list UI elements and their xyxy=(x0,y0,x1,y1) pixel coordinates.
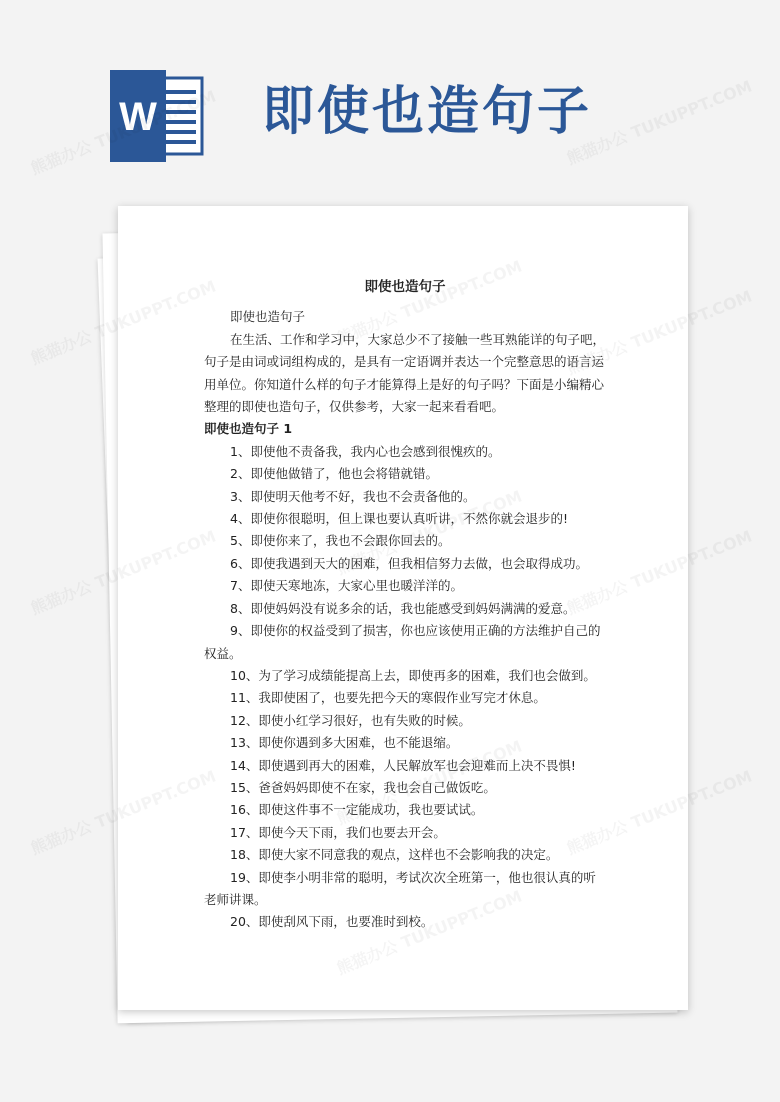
sentence-item: 8、即使妈妈没有说多余的话，我也能感受到妈妈满满的爱意。 xyxy=(230,600,576,616)
intro-paragraph: 在生活、工作和学习中，大家总少不了接触一些耳熟能详的句子吧，句子是由词或词组构成的，是具有一定语调并表达一个完整意思的语言运用单位。你知道什么样的句子才能算得上是好的句子吗？下面是小编精心整理的即使也造句子，仅供参考，大家一起来看看吧。 xyxy=(204,331,606,415)
sentence-item: 2、即使他做错了，他也会将错就错。 xyxy=(230,466,438,482)
document-body xyxy=(204,276,606,934)
sentence-item: 20、即使刮风下雨，也要准时到校。 xyxy=(230,914,434,930)
document-title: 即使也造句子 xyxy=(364,279,446,295)
page-title: 即使也造句子 xyxy=(262,81,593,142)
section-heading: 即使也造句子 1 xyxy=(204,421,293,437)
sentence-item: 5、即使你来了，我也不会跟你回去的。 xyxy=(230,533,451,549)
sentence-item: 3、即使明天他考不好，我也不会责备他的。 xyxy=(230,488,476,504)
sentence-item: 13、即使你遇到多大困难，也不能退缩。 xyxy=(230,735,459,751)
sentence-item: 1、即使他不责备我，我内心也会感到很愧疚的。 xyxy=(230,443,501,459)
document-subtitle: 即使也造句子 xyxy=(230,309,306,325)
sentence-item: 11、我即使困了，也要先把今天的寒假作业写完才休息。 xyxy=(230,690,546,706)
sentence-item: 15、爸爸妈妈即使不在家，我也会自己做饭吃。 xyxy=(230,779,496,795)
sentence-item: 16、即使这件事不一定能成功，我也要试试。 xyxy=(230,802,484,818)
sentence-item: 17、即使今天下雨，我们也要去开会。 xyxy=(230,824,446,840)
sentence-item: 10、为了学习成绩能提高上去，即使再多的困难，我们也会做到。 xyxy=(230,667,596,683)
sentence-item: 4、即使你很聪明，但上课也要认真听讲，不然你就会退步的! xyxy=(230,511,568,527)
sentence-item: 14、即使遇到再大的困难，人民解放军也会迎难而上决不畏惧! xyxy=(230,757,576,773)
sentence-item: 9、即使你的权益受到了损害，你也应该使用正确的方法维护自己的权益。 xyxy=(204,623,601,661)
word-logo-icon xyxy=(110,70,208,162)
sentence-item: 6、即使我遇到天大的困难，但我相信努力去做，也会取得成功。 xyxy=(230,555,588,571)
logo-letter: W xyxy=(119,95,157,139)
sentence-item: 12、即使小红学习很好，也有失败的时候。 xyxy=(230,712,471,728)
sentence-item: 18、即使大家不同意我的观点，这样也不会影响我的决定。 xyxy=(230,847,559,863)
sentence-item: 7、即使天寒地冻，大家心里也暖洋洋的。 xyxy=(230,578,463,594)
sentence-item: 19、即使李小明非常的聪明，考试次次全班第一，他也很认真的听老师讲课。 xyxy=(204,869,596,907)
